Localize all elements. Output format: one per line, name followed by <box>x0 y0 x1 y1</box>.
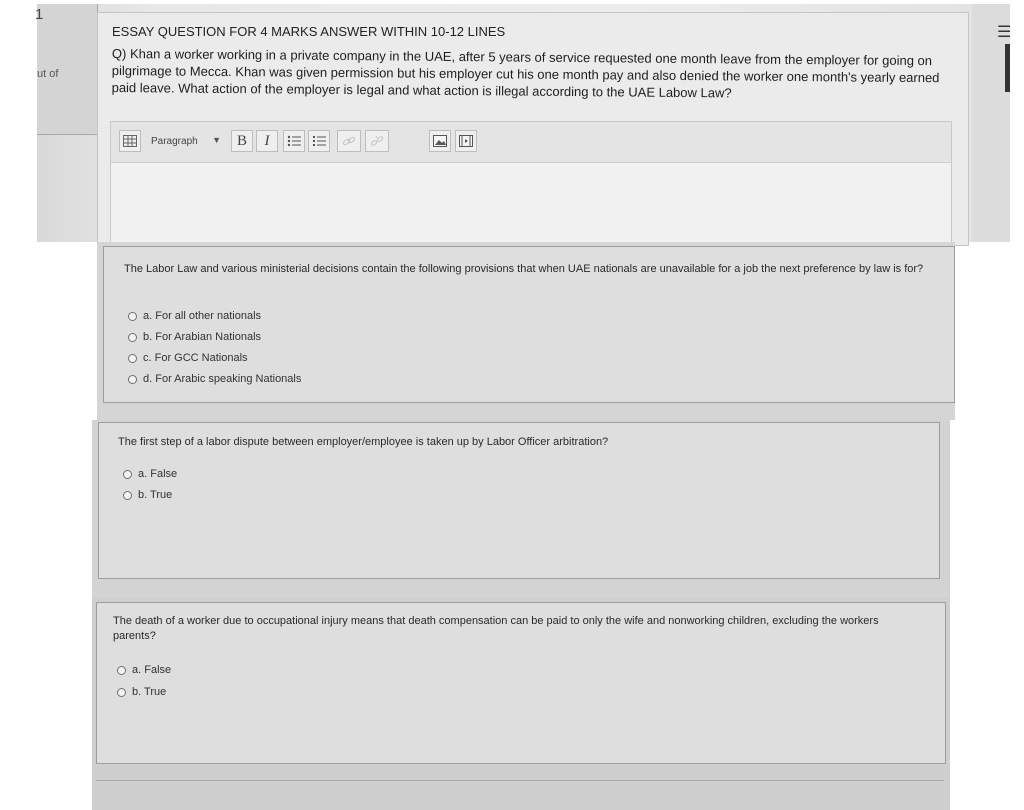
option-label: b. True <box>132 686 167 698</box>
menu-icon[interactable]: ☰ <box>997 24 1012 41</box>
radio-button[interactable] <box>123 470 132 479</box>
media-icon[interactable] <box>455 130 477 152</box>
scrollbar[interactable] <box>1005 44 1010 92</box>
radio-button[interactable] <box>117 688 126 697</box>
link-icon[interactable] <box>337 130 361 152</box>
option-label: c. For GCC Nationals <box>143 352 248 364</box>
question-photo-3 <box>92 598 950 810</box>
bold-button[interactable]: B <box>231 130 253 152</box>
option-label: d. For Arabic speaking Nationals <box>143 373 302 385</box>
option-a[interactable] <box>117 664 171 676</box>
bullet-list-icon[interactable] <box>283 130 305 152</box>
out-of-label: ut of <box>37 68 59 80</box>
question-photo-2 <box>92 420 950 600</box>
essay-title: ESSAY QUESTION FOR 4 MARKS ANSWER WITHIN 10-12 LINES <box>112 24 506 39</box>
divider <box>96 780 944 781</box>
question-box <box>98 422 940 579</box>
italic-button[interactable]: I <box>256 130 278 152</box>
question-text: The Labor Law and various ministerial decisions contain the following provisions that when UAE nationals are unavailable for a job the next preference by law is for? <box>124 263 924 275</box>
answer-editor[interactable] <box>110 121 952 247</box>
unlink-icon[interactable] <box>365 130 389 152</box>
image-icon[interactable] <box>429 130 451 152</box>
grid-icon[interactable] <box>119 130 141 152</box>
numbered-list-icon[interactable] <box>308 130 330 152</box>
option-label: a. For all other nationals <box>143 310 262 322</box>
essay-question-text: Q) Khan a worker working in a private company in the UAE, after 5 years of service requested one month leave from the employer for going on pilgrimage to Mecca. Khan was given permission but his employer cut his one month pay and also denied the worker one month's yearly earned paid leave. What action of the employer is legal and what action is illegal according to the UAE Labow Law? <box>111 45 940 101</box>
option-c[interactable] <box>128 352 248 364</box>
option-label: b. For Arabian Nationals <box>143 331 262 343</box>
paragraph-format-select[interactable] <box>143 130 225 152</box>
option-label: a. False <box>138 468 178 480</box>
essay-question-photo <box>37 4 1010 242</box>
editor-toolbar <box>111 122 951 163</box>
chevron-down-icon: ▼ <box>212 135 221 145</box>
radio-button[interactable] <box>128 333 137 342</box>
option-b[interactable] <box>117 686 166 698</box>
option-d[interactable] <box>128 373 301 385</box>
option-b[interactable] <box>128 331 261 343</box>
radio-button[interactable] <box>117 666 126 675</box>
option-b[interactable] <box>123 489 172 501</box>
option-label: b. True <box>138 489 173 501</box>
question-text: The first step of a labor dispute between employer/employee is taken up by Labor Officer arbitration? <box>118 436 609 448</box>
question-info-panel <box>37 4 98 135</box>
option-label: a. False <box>132 664 172 676</box>
question-box <box>103 246 955 403</box>
radio-button[interactable] <box>128 354 137 363</box>
question-text: The death of a worker due to occupational injury means that death compensation can be paid to only the wife and nonworking children, excluding the workers parents? <box>113 615 879 642</box>
radio-button[interactable] <box>123 491 132 500</box>
question-number: 1 <box>35 6 44 23</box>
option-a[interactable] <box>128 310 261 322</box>
question-box <box>96 602 946 764</box>
radio-button[interactable] <box>128 312 137 321</box>
paragraph-label: Paragraph <box>151 135 198 147</box>
option-a[interactable] <box>123 468 177 480</box>
essay-question-box <box>97 12 969 246</box>
radio-button[interactable] <box>128 375 137 384</box>
question-photo-1 <box>97 242 955 420</box>
